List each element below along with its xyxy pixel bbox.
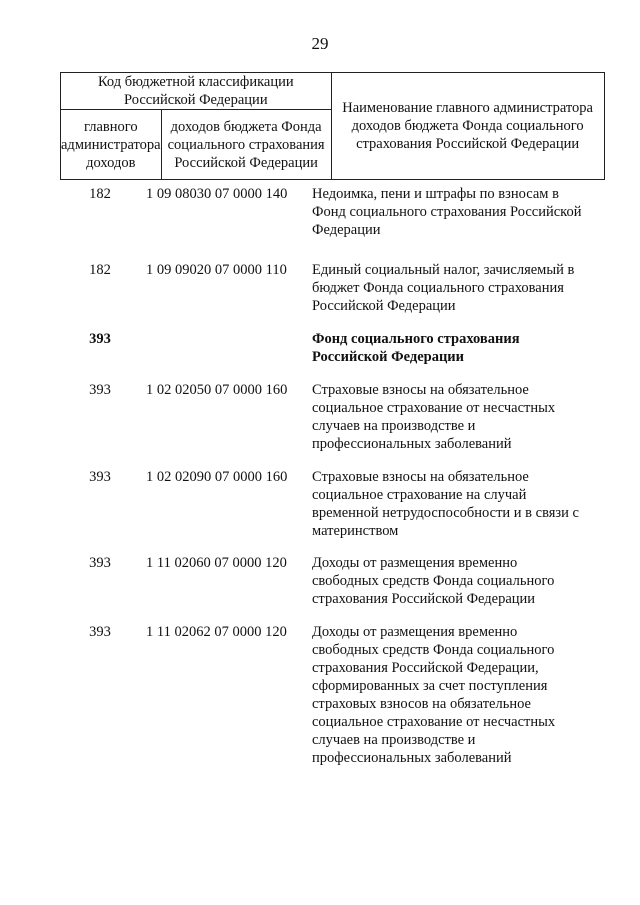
classification-header-table — [60, 72, 605, 180]
budget-code: 1 11 02060 07 0000 120 — [146, 555, 287, 571]
income-name: Страховые взносы на обязательное социальное страхование от несчастных случаев на производстве и профессиональных заболеваний — [312, 382, 556, 452]
income-name: Доходы от размещения временно свободных средств Фонда социального страхования Российской Федерации, сформированных за счет поступления страховых взносов на обязательное социальное страхование от несчастных случаев на производстве и профессиональных заболеваний — [312, 624, 556, 766]
page-number: 29 — [311, 34, 329, 53]
admin-code: 393 — [89, 624, 111, 640]
admin-code: 393 — [89, 382, 111, 398]
admin-code: 182 — [89, 262, 111, 278]
budget-code: 1 09 09020 07 0000 110 — [146, 262, 287, 278]
income-name: Недоимка, пени и штрафы по взносам в Фонд социального страхования Российской Федерации — [312, 186, 582, 238]
budget-classification-code-header: Код бюджетной классификации Российской Федерации — [61, 73, 332, 110]
administrator-name-header: Наименование главного администратора доходов бюджета Фонда социального страхования Российской Федерации — [331, 73, 604, 180]
income-name: Доходы от размещения временно свободных средств Фонда социального страхования Российской Федерации — [312, 555, 555, 607]
income-name: Страховые взносы на обязательное социальное страхование на случай временной нетрудоспособности и в связи с материнством — [312, 469, 579, 539]
budget-code: 1 02 02090 07 0000 160 — [146, 469, 288, 485]
admin-code: 393 — [89, 555, 111, 571]
income-name: Единый социальный налог, зачисляемый в бюджет Фонда социального страхования Российской Федерации — [312, 262, 575, 314]
admin-code: 393 — [89, 469, 111, 485]
admin-code: 182 — [89, 186, 111, 202]
admin-code: 393 — [89, 331, 111, 347]
budget-code: 1 02 02050 07 0000 160 — [146, 382, 288, 398]
budget-code: 1 11 02062 07 0000 120 — [146, 624, 287, 640]
fund-income-column-header: доходов бюджета Фонда социального страхования Российской Федерации — [161, 110, 331, 180]
income-name: Фонд социального страхования Российской Федерации — [312, 331, 520, 365]
main-administrator-column-header: главного администратора доходов — [61, 110, 162, 180]
budget-code: 1 09 08030 07 0000 140 — [146, 186, 288, 202]
